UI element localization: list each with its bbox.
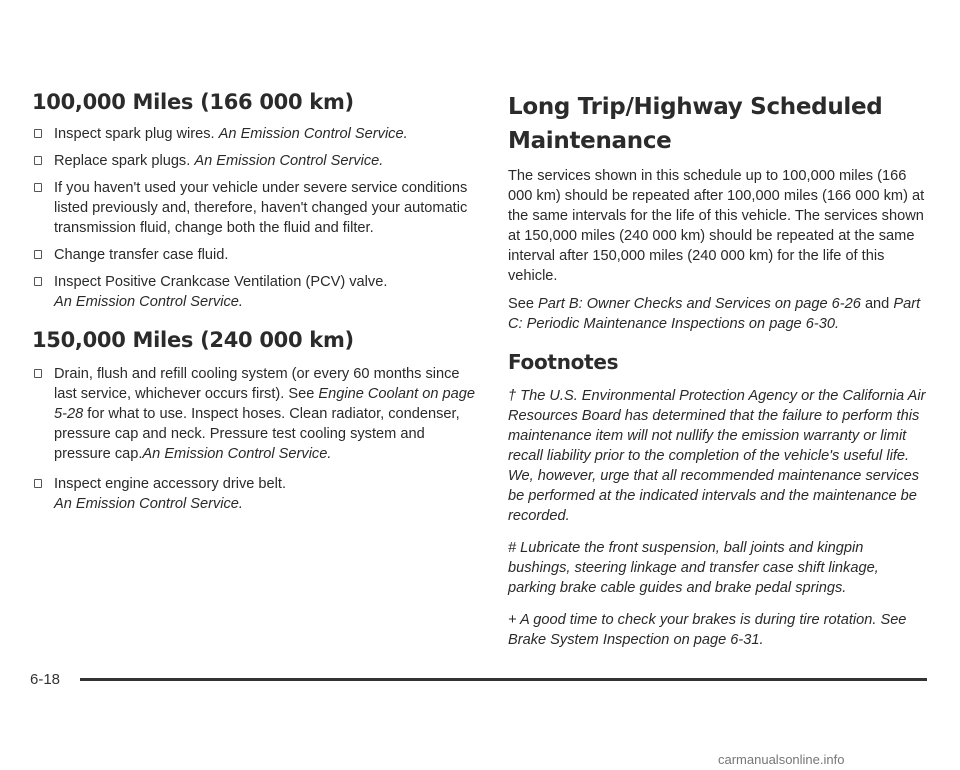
checkbox-icon — [34, 183, 42, 192]
checkbox-icon — [34, 129, 42, 138]
footnotes-heading: Footnotes — [508, 350, 619, 374]
right-column — [508, 90, 928, 662]
list-item: Inspect engine accessory drive belt. An Emission Control Service. — [32, 474, 482, 514]
see-also-paragraph: See Part B: Owner Checks and Services on page 6-26 and Part C: Periodic Maintenance Inspections on page 6-30. — [508, 296, 921, 332]
footer-rule — [80, 678, 927, 681]
checkbox-icon — [34, 277, 42, 286]
schedule-paragraph: The services shown in this schedule up to 100,000 miles (166 000 km) should be repeated after 100,000 miles (166 000 km) at the same intervals for the life of this vehicle. The services shown at 150,000 miles (240 000 km) should be repeated at the same interval after 150,000 miles (240 000 km) for the life of this vehicle. — [508, 168, 925, 284]
section-heading-100000: 100,000 Miles (166 000 km) — [32, 90, 354, 114]
list-item: Drain, flush and refill cooling system (or every 60 months since last service, whichever occurs first). See Engine Coolant on page 5-28 for what to use. Inspect hoses. Clean radiator, condenser, pressure cap and neck. Pressure test cooling system and pressure cap.An Emission Control Service. — [32, 364, 482, 464]
list-item: Inspect Positive Crankcase Ventilation (PCV) valve. An Emission Control Service. — [32, 272, 482, 312]
left-column — [32, 88, 482, 521]
footnote-dagger: † The U.S. Environmental Protection Agency or the California Air Resources Board has determined that the failure to perform this maintenance item will not nullify the emission warranty or limit recall liability prior to the completion of the vehicle's useful life. We, however, urge that all recommended maintenance services be performed at the indicated intervals and the maintenance be recorded. — [508, 388, 926, 524]
footnote-hash: # Lubricate the front suspension, ball joints and kingpin bushings, steering linkage and transfer case shift linkage, parking brake cable guides and brake pedal springs. — [508, 540, 879, 596]
list-item: Change transfer case fluid. — [32, 245, 482, 265]
checkbox-icon — [34, 369, 42, 378]
footnote-plus: + A good time to check your brakes is during tire rotation. See Brake System Inspection on page 6-31. — [508, 612, 907, 648]
checkbox-icon — [34, 156, 42, 165]
watermark: carmanualsonline.info — [718, 752, 845, 767]
list-item: Inspect spark plug wires. An Emission Control Service. — [32, 124, 482, 144]
page-number: 6-18 — [30, 671, 61, 688]
list-item: Replace spark plugs. An Emission Control Service. — [32, 151, 482, 171]
checkbox-icon — [34, 250, 42, 259]
section-heading-long-trip: Long Trip/Highway Scheduled Maintenance — [508, 94, 883, 154]
checkbox-icon — [34, 479, 42, 488]
list-item: If you haven't used your vehicle under severe service conditions listed previously and, therefore, haven't changed your automatic transmission fluid, change both the fluid and filter. — [32, 178, 482, 238]
section-heading-150000: 150,000 Miles (240 000 km) — [32, 328, 354, 352]
